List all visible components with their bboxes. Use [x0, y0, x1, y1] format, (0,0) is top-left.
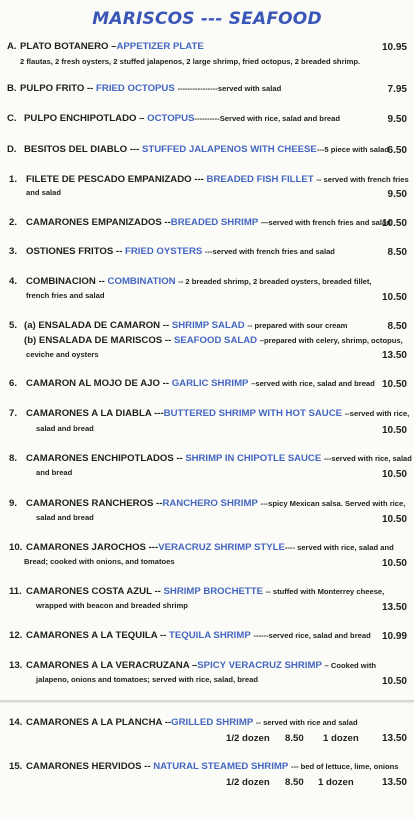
- item-description: -- stuffed with Monterrey cheese,: [265, 587, 385, 596]
- item-description: – Cooked with: [324, 661, 376, 670]
- item-english-name: STUFFED JALAPENOS WITH CHEESE: [141, 144, 317, 155]
- item-description: -- 2 breaded shrimp, 2 breaded oysters, breaded fillet,: [178, 277, 372, 286]
- item-description: -- served with rice and salad: [255, 718, 358, 727]
- item-number: B.: [7, 83, 17, 94]
- item-price: 10.50: [381, 218, 407, 229]
- item-name: CAMARONES A LA PLANCHA --: [26, 717, 172, 728]
- half-dozen-price: 8.50: [285, 777, 304, 788]
- item-description-cont: Bread; cooked with onions, and tomatoes: [24, 557, 175, 566]
- item-description: –served with rice, salad and bread: [251, 379, 375, 388]
- item-name: CAMARONES A LA VERACRUZANA –: [26, 660, 198, 671]
- item-number: 8.: [9, 453, 18, 464]
- item-number: 14.: [9, 717, 23, 728]
- item-price: 10.95: [381, 42, 407, 53]
- item-price: 7.95: [387, 84, 407, 95]
- half-dozen-price: 8.50: [285, 733, 304, 744]
- item-english-name: SEAFOOD SALAD: [173, 335, 258, 346]
- item-number: 9.: [9, 498, 18, 509]
- item-price: 13.50: [381, 602, 407, 613]
- item-description-cont: ceviche and oysters: [26, 350, 99, 359]
- item-english-name: GRILLED SHRIMP: [171, 717, 254, 728]
- item-number: 3.: [9, 246, 18, 257]
- item-english-name: VERACRUZ SHRIMP STYLE: [158, 542, 285, 553]
- item-price: 10.50: [381, 292, 407, 303]
- item-name: COMBINACION --: [26, 276, 105, 287]
- item-description: ------served rice, salad and bread: [253, 631, 371, 640]
- item-number: 6.: [9, 378, 18, 389]
- item-english-name: SPICY VERACRUZ SHRIMP: [197, 660, 322, 671]
- half-dozen-label: 1/2 dozen: [226, 777, 270, 788]
- item-name: CAMARONES A LA TEQUILA --: [26, 630, 167, 641]
- item-price: 10.50: [381, 514, 407, 525]
- item-name: CAMARONES COSTA AZUL --: [26, 586, 161, 597]
- item-english-name: SHRIMP SALAD: [171, 320, 245, 331]
- item-number: C.: [7, 113, 17, 124]
- item-name: CAMARONES RANCHEROS --: [26, 498, 163, 509]
- item-number: 5.: [9, 320, 18, 331]
- item-number: D.: [7, 144, 17, 155]
- item-number: 11.: [9, 586, 22, 597]
- item-price: 13.50: [381, 733, 407, 744]
- item-name: CAMARONES A LA DIABLA ---: [26, 408, 164, 419]
- item-price: 6.50: [387, 145, 407, 156]
- item-name: PLATO BOTANERO –: [20, 41, 117, 52]
- item-description-cont: french fries and salad: [26, 291, 105, 300]
- item-number: 1.: [9, 174, 18, 185]
- item-price: 10.99: [381, 631, 407, 642]
- item-number: 10.: [9, 542, 23, 553]
- item-name: PULPO ENCHIPOTLADO –: [24, 113, 145, 124]
- item-english-name: BUTTERED SHRIMP WITH HOT SAUCE: [163, 408, 343, 419]
- item-description-cont: and salad: [26, 188, 62, 197]
- item-description: ---served with rice, salad: [323, 454, 412, 463]
- item-english-name: FRIED OCTOPUS: [96, 83, 175, 94]
- item-name: BESITOS DEL DIABLO ---: [24, 144, 140, 155]
- item-number: 4.: [9, 276, 18, 287]
- item-description-cont: and bread: [36, 468, 73, 477]
- item-number: 7.: [9, 408, 18, 419]
- item-name: CAMARONES EMPANIZADOS --: [26, 217, 171, 228]
- item-name: FILETE DE PESCADO EMPANIZADO ---: [26, 174, 204, 185]
- item-description-cont: wrapped with beacon and breaded shrimp: [36, 601, 188, 610]
- item-name: (a) ENSALADA DE CAMARON --: [24, 320, 170, 331]
- item-description: ----------Served with rice, salad and bread: [194, 114, 340, 123]
- item-english-name: GARLIC SHRIMP: [171, 378, 249, 389]
- item-description-cont: salad and bread: [36, 424, 94, 433]
- item-description-cont: jalapeno, onions and tomatoes; served with rice, salad, bread: [36, 675, 258, 684]
- item-price: 10.50: [381, 558, 407, 569]
- item-description: ---5 piece with salad: [316, 145, 389, 154]
- item-price: 8.50: [387, 321, 407, 332]
- item-name: PULPO FRITO --: [20, 83, 94, 94]
- item-english-name: OCTOPUS: [147, 113, 195, 124]
- item-description: ----------------served with salad: [177, 84, 282, 93]
- item-name: CAMARONES ENCHIPOTLADOS --: [26, 453, 183, 464]
- item-price: 8.50: [387, 247, 407, 258]
- item-description: –prepared with celery, shrimp, octopus,: [259, 336, 403, 345]
- item-name: OSTIONES FRITOS --: [26, 246, 123, 257]
- item-description: ---spicy Mexican salsa. Served with rice,: [260, 499, 406, 508]
- item-price: 10.50: [381, 469, 407, 480]
- item-name: (b) ENSALADA DE MARISCOS --: [24, 335, 172, 346]
- half-dozen-label: 1/2 dozen: [226, 733, 270, 744]
- item-number: 15.: [9, 761, 23, 772]
- item-description: ---served with french fries and salad: [204, 247, 335, 256]
- item-description: -- served with french fries: [316, 175, 409, 184]
- item-english-name: BREADED SHRIMP: [170, 217, 259, 228]
- item-english-name: SHRIMP BROCHETTE: [163, 586, 264, 597]
- item-english-name: COMBINATION: [107, 276, 176, 287]
- item-english-name: SHRIMP IN CHIPOTLE SAUCE: [185, 453, 322, 464]
- item-english-name: BREADED FISH FILLET: [206, 174, 314, 185]
- item-price: 13.50: [381, 350, 407, 361]
- dozen-label: 1 dozen: [323, 733, 359, 744]
- item-price: 10.50: [381, 676, 407, 687]
- item-english-name: APPETIZER PLATE: [116, 41, 204, 52]
- item-description: --served with rice,: [344, 409, 410, 418]
- item-english-name: FRIED OYSTERS: [124, 246, 203, 257]
- item-description: -- prepared with sour cream: [247, 321, 348, 330]
- item-description: —served with french fries and salad: [260, 218, 391, 227]
- item-description: 2 flautas, 2 fresh oysters, 2 stuffed jalapenos, 2 large shrimp, fried octopus, 2 breaded shrimp.: [20, 57, 361, 66]
- item-price: 13.50: [381, 777, 407, 788]
- item-description: ---- served with rice, salad and: [284, 543, 394, 552]
- dozen-label: 1 dozen: [318, 777, 354, 788]
- item-number: 2.: [9, 217, 18, 228]
- item-english-name: RANCHERO SHRIMP: [162, 498, 258, 509]
- item-english-name: NATURAL STEAMED SHRIMP: [153, 761, 289, 772]
- item-number: 13.: [9, 660, 23, 671]
- item-number: A.: [7, 41, 17, 52]
- item-number: 12.: [9, 630, 23, 641]
- item-price: 10.50: [381, 425, 407, 436]
- item-name: CAMARONES HERVIDOS --: [26, 761, 151, 772]
- item-price: 10.50: [381, 379, 407, 390]
- item-name: CAMARONES JAROCHOS ---: [26, 542, 159, 553]
- item-description-cont: salad and bread: [36, 513, 94, 522]
- page-title: MARISCOS --- SEAFOOD: [92, 9, 322, 29]
- item-description: --- bed of lettuce, lime, onions: [290, 762, 399, 771]
- item-english-name: TEQUILA SHRIMP: [169, 630, 251, 641]
- section-divider: [0, 700, 414, 703]
- item-price: 9.50: [387, 189, 407, 200]
- item-price: 9.50: [387, 114, 407, 125]
- item-name: CAMARON AL MOJO DE AJO --: [26, 378, 170, 389]
